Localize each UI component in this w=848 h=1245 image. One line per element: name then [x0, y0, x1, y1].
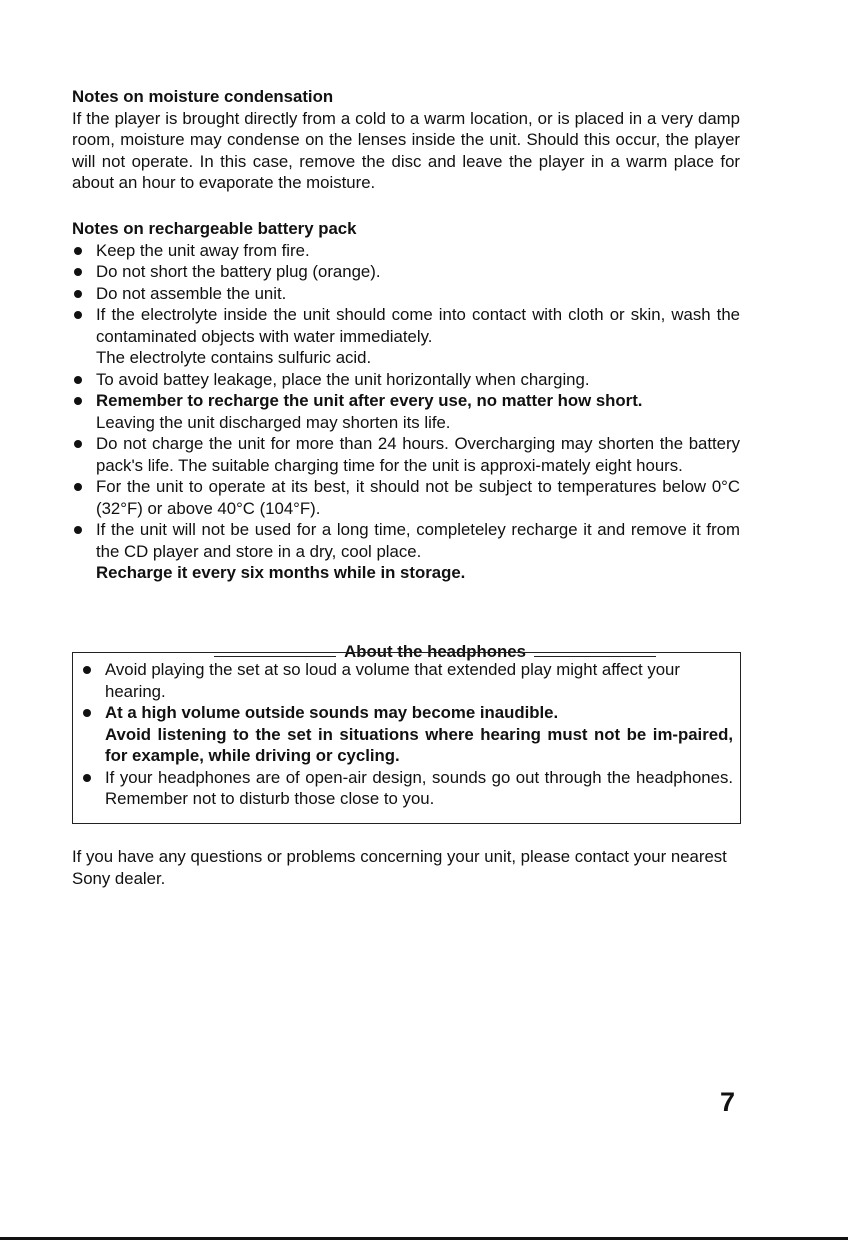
battery-note: For the unit to operate at its best, it should not be subject to temperatures below 0°C (32°F) or above 40°C (104°F). [72, 476, 740, 519]
battery-note-subline: Leaving the unit discharged may shorten its life. [96, 412, 451, 432]
page-number: 7 [720, 1087, 736, 1117]
battery-note-text: If the unit will not be used for a long time, completeley recharge it and remove it from the CD player and store in a dry, cool place. [96, 520, 740, 561]
battery-notes-list [72, 240, 740, 584]
contact-section [72, 846, 740, 889]
headphones-box [72, 652, 741, 824]
battery-section [72, 218, 740, 584]
battery-note: Do not short the battery plug (orange). [72, 261, 740, 283]
moisture-heading: Notes on moisture condensation [72, 87, 334, 106]
moisture-section [72, 86, 740, 194]
headphones-title: About the headphones [344, 641, 526, 661]
headphones-notes-list [81, 659, 733, 810]
battery-note-subline: The electrolyte contains sulfuric acid. [96, 348, 372, 367]
battery-note [72, 390, 740, 433]
moisture-body: If the player is brought directly from a cold to a warm location, or is placed in a very damp room, moisture may condense on the lenses inside the unit. Should this occur, the player will not operate. In this case, remove the disc and leave the player in a warm place for about an hour to evaporate the moisture. [72, 108, 740, 192]
battery-note-emphasis: Remember to recharge the unit after every use, no matter how short. [96, 391, 643, 410]
headphones-note: If your headphones are of open-air design, sounds go out through the headphones. Remember not to disturb those close to you. [81, 767, 733, 810]
bottom-edge-line [0, 1237, 848, 1240]
headphones-note: Avoid playing the set at so loud a volume that extended play might affect your hearing. [81, 659, 733, 702]
battery-note: Do not assemble the unit. [72, 283, 740, 305]
contact-text: If you have any questions or problems concerning your unit, please contact your nearest Sony dealer. [72, 847, 727, 888]
headphones-note [81, 702, 733, 767]
battery-note: Do not charge the unit for more than 24 hours. Overcharging may shorten the battery pack's life. The suitable charging time for the unit is approxi-mately eight hours. [72, 433, 740, 476]
battery-note-text: If the electrolyte inside the unit should come into contact with cloth or skin, wash the contaminated objects with water immediately. [96, 305, 740, 346]
headphones-note-emphasis-sub: Avoid listening to the set in situations where hearing must not be im-paired, for example, while driving or cycling. [105, 724, 733, 765]
battery-note: Keep the unit away from fire. [72, 240, 740, 262]
battery-heading: Notes on rechargeable battery pack [72, 219, 357, 238]
headphones-note-emphasis: At a high volume outside sounds may become inaudible. [105, 703, 559, 722]
battery-note-emphasis: Recharge it every six months while in storage. [96, 563, 466, 582]
battery-note [72, 519, 740, 584]
battery-note [72, 304, 740, 369]
battery-note: To avoid battey leakage, place the unit horizontally when charging. [72, 369, 740, 391]
